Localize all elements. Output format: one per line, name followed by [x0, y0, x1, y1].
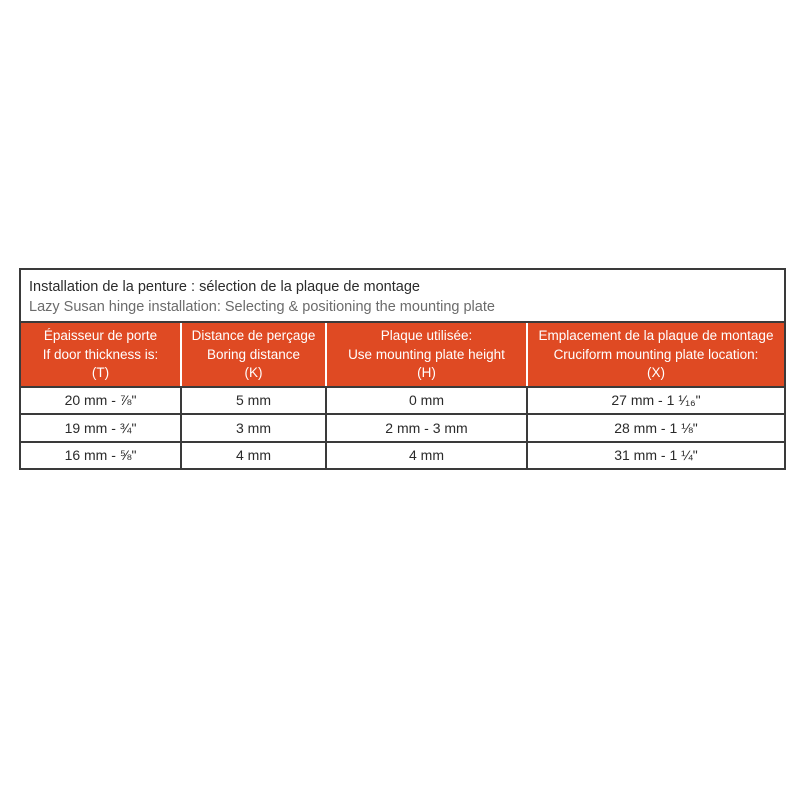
header-english: Cruciform mounting plate location:	[553, 346, 759, 362]
hinge-installation-table-card	[19, 268, 786, 470]
header-symbol: (K)	[244, 365, 263, 380]
header-plate-location	[527, 323, 784, 387]
cell-plate-location: 31 mm - 1 ¼"	[527, 442, 784, 469]
cell-door-thickness: 19 mm - ¾"	[21, 414, 181, 442]
cell-plate-height: 2 mm - 3 mm	[326, 414, 527, 442]
cell-boring-distance: 3 mm	[181, 414, 326, 442]
header-symbol: (H)	[417, 365, 436, 380]
table-row	[21, 414, 784, 442]
header-mounting-plate-height	[326, 323, 527, 387]
cell-door-thickness: 16 mm - ⅝"	[21, 442, 181, 469]
table-row	[21, 387, 784, 415]
header-english: Boring distance	[206, 346, 301, 362]
table-header-row	[21, 323, 784, 387]
header-english: If door thickness is:	[42, 346, 159, 362]
header-boring-distance	[181, 323, 326, 387]
cell-boring-distance: 5 mm	[181, 387, 326, 415]
cell-boring-distance: 4 mm	[181, 442, 326, 469]
header-door-thickness	[21, 323, 181, 387]
table-title-block	[21, 270, 784, 323]
mounting-plate-table	[21, 323, 784, 468]
title-french: Installation de la penture : sélection de la plaque de montage	[29, 279, 420, 295]
header-french: Épaisseur de porte	[43, 328, 158, 343]
cell-door-thickness: 20 mm - ⅞"	[64, 392, 137, 409]
cell-plate-location: 28 mm - 1 ⅛"	[527, 414, 784, 442]
cell-plate-height: 0 mm	[326, 387, 527, 415]
title-english: Lazy Susan hinge installation: Selecting & positioning the mounting plate	[29, 299, 495, 315]
header-symbol: (X)	[647, 365, 665, 380]
header-french: Distance de perçage	[191, 328, 316, 343]
table-row	[21, 442, 784, 469]
header-french: Emplacement de la plaque de montage	[538, 328, 774, 343]
cell-plate-location: 27 mm - 1 ¹⁄₁₆"	[527, 387, 784, 415]
header-french: Plaque utilisée:	[380, 328, 473, 343]
header-symbol: (T)	[91, 365, 110, 380]
header-english: Use mounting plate height	[348, 346, 505, 362]
cell-plate-height: 4 mm	[326, 442, 527, 469]
